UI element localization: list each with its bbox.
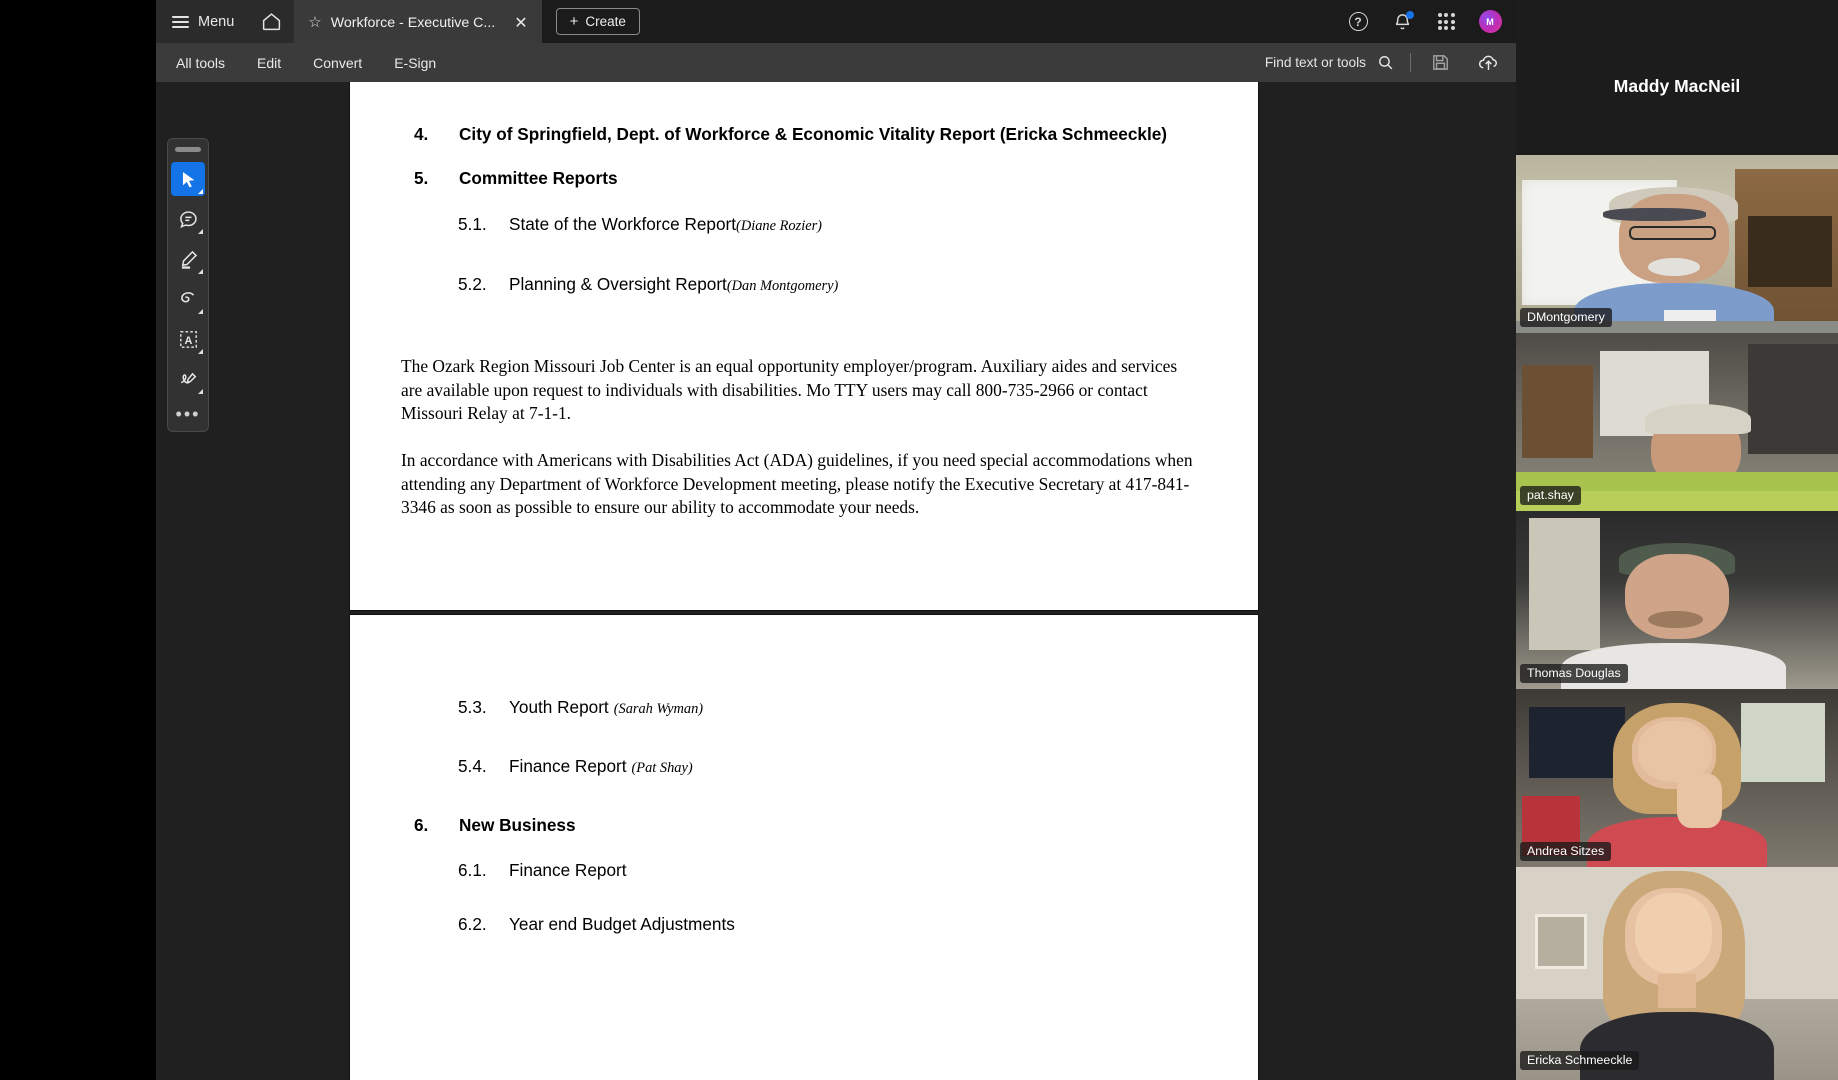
chevron-down-icon	[198, 189, 203, 194]
app-grid-icon	[1438, 13, 1455, 30]
agenda-text: State of the Workforce Report	[509, 214, 737, 234]
find-text-or-tools-button[interactable]	[1265, 54, 1410, 71]
draw-tool-button[interactable]	[171, 282, 205, 316]
annotation-tool-palette[interactable]	[167, 138, 209, 432]
video-feed	[1516, 511, 1838, 689]
chevron-down-icon	[198, 309, 203, 314]
profile-button[interactable]	[1478, 10, 1502, 34]
avatar: M	[1479, 10, 1502, 33]
tab-bar-right	[1346, 0, 1502, 43]
participant-name-label: DMontgomery	[1520, 308, 1612, 327]
fill-and-sign-icon	[177, 369, 199, 390]
comment-bubble-icon	[178, 209, 199, 230]
agenda-item-6	[414, 815, 1258, 836]
save-icon	[1431, 53, 1450, 72]
agenda-text: Youth Report	[509, 697, 609, 717]
help-button[interactable]	[1346, 10, 1370, 34]
agenda-number: 5.1.	[458, 214, 487, 234]
agenda-item-5	[414, 168, 1258, 189]
agenda-text: City of Springfield, Dept. of Workforce & Economic Vitality Report (Ericka Schmeeckle)	[459, 124, 1168, 144]
hamburger-icon	[172, 16, 189, 28]
cloud-upload-icon	[1477, 52, 1500, 73]
participant-name-label: Ericka Schmeeckle	[1520, 1051, 1639, 1070]
tool-strip-right	[1265, 43, 1501, 82]
search-icon	[1377, 54, 1394, 71]
palette-drag-handle[interactable]	[175, 147, 201, 152]
home-button[interactable]	[248, 0, 294, 43]
video-feed	[1516, 689, 1838, 867]
video-tile-pat-shay[interactable]	[1516, 333, 1838, 511]
agenda-number: 5.3.	[458, 697, 487, 717]
page-2-content	[350, 697, 1258, 935]
sign-tool-button[interactable]	[171, 362, 205, 396]
agenda-presenter: (Sarah Wyman)	[613, 701, 704, 717]
plus-icon: +	[569, 13, 579, 30]
ada-equal-opportunity-paragraph: The Ozark Region Missouri Job Center is an equal opportunity employer/program. Auxiliary aides and services are available upon request to individuals with disabilities. Mo TTY users may call 800-735-2966 or contact Missouri Relay at 7-1-1.	[401, 356, 1178, 424]
chevron-down-icon	[198, 229, 203, 234]
find-label: Find text or tools	[1264, 55, 1366, 70]
close-icon[interactable]: ✕	[514, 14, 528, 32]
agenda-item-5-4	[458, 756, 1258, 777]
video-tile-ericka-schmeeckle[interactable]	[1516, 867, 1838, 1080]
tab-e-sign[interactable]: E-Sign	[394, 54, 437, 71]
agenda-text: Finance Report	[509, 756, 627, 776]
select-tool-button[interactable]	[171, 162, 205, 196]
chevron-down-icon	[198, 269, 203, 274]
agenda-text: New Business	[459, 815, 576, 835]
chevron-down-icon	[198, 389, 203, 394]
save-button[interactable]	[1427, 50, 1453, 76]
tab-bar	[156, 0, 1516, 43]
app-switcher-button[interactable]	[1434, 10, 1458, 34]
agenda-item-4	[414, 124, 1258, 145]
svg-text:A: A	[184, 334, 192, 347]
active-speaker-name: Maddy MacNeil	[1613, 76, 1741, 96]
agenda-text: Finance Report	[509, 860, 627, 880]
agenda-presenter: (Pat Shay)	[631, 760, 693, 776]
add-text-box-icon	[178, 329, 199, 350]
more-tools-button[interactable]: •••	[175, 404, 201, 424]
video-conference-panel	[1516, 0, 1838, 1080]
video-tile-andrea-sitzes[interactable]	[1516, 689, 1838, 867]
document-tab-title: Workforce - Executive C...	[330, 14, 496, 31]
agenda-number: 4.	[414, 124, 429, 144]
notifications-button[interactable]	[1390, 10, 1414, 34]
menu-button[interactable]	[156, 0, 248, 43]
agenda-item-6-1	[458, 860, 1258, 881]
chevron-down-icon	[198, 349, 203, 354]
menu-label: Menu	[198, 13, 235, 30]
acrobat-window	[156, 0, 1516, 1080]
video-feed	[1516, 333, 1838, 511]
agenda-item-5-3	[458, 697, 1258, 718]
agenda-text: Year end Budget Adjustments	[509, 914, 735, 934]
agenda-number: 5.4.	[458, 756, 487, 776]
agenda-number: 6.2.	[458, 914, 487, 934]
create-button[interactable]	[556, 8, 640, 35]
agenda-number: 5.	[414, 168, 429, 188]
video-tile-dmontgomery[interactable]	[1516, 155, 1838, 333]
pdf-page-1	[350, 82, 1258, 610]
video-feed	[1516, 155, 1838, 333]
agenda-number: 6.1.	[458, 860, 487, 880]
star-icon[interactable]: ☆	[308, 14, 322, 31]
agenda-item-5-2	[458, 274, 1258, 295]
agenda-text: Planning & Oversight Report	[509, 274, 727, 294]
tab-edit[interactable]: Edit	[257, 54, 282, 71]
tab-bar-left	[156, 0, 640, 43]
agenda-number: 5.2.	[458, 274, 487, 294]
cursor-arrow-icon	[179, 170, 198, 189]
cloud-upload-button[interactable]	[1475, 50, 1501, 76]
agenda-presenter: (Dan Montgomery)	[726, 278, 839, 294]
document-tab[interactable]	[294, 0, 541, 43]
help-icon: ?	[1349, 12, 1368, 31]
agenda-item-5-1	[458, 214, 1258, 235]
document-viewer[interactable]	[156, 82, 1516, 1080]
tab-all-tools[interactable]: All tools	[176, 54, 226, 71]
ada-accommodations-paragraph: In accordance with Americans with Disabilities Act (ADA) guidelines, if you need special accommodations when attending any Department of Workforce Development meeting, please notify the Executive Secretary at 417-841-3346 as soon as possible to ensure our ability to accommodate your needs.	[401, 450, 1193, 518]
pdf-page-2	[350, 615, 1258, 1080]
video-tile-thomas-douglas[interactable]	[1516, 511, 1838, 689]
tool-strip	[156, 43, 1516, 82]
create-label: Create	[585, 14, 626, 29]
agenda-number: 6.	[414, 815, 429, 835]
participant-name-label: pat.shay	[1520, 486, 1581, 505]
divider	[1410, 53, 1411, 72]
comment-tool-button[interactable]	[171, 202, 205, 236]
participant-name-label: Thomas Douglas	[1520, 664, 1628, 683]
agenda-item-6-2	[458, 914, 1258, 935]
text-box-tool-button[interactable]	[171, 322, 205, 356]
highlight-tool-button[interactable]	[171, 242, 205, 276]
tab-convert[interactable]: Convert	[313, 54, 363, 71]
video-feed	[1516, 867, 1838, 1080]
notification-badge	[1406, 11, 1414, 19]
page-1-content	[350, 124, 1258, 520]
home-icon	[261, 11, 282, 32]
freehand-squiggle-icon	[177, 289, 199, 309]
agenda-text: Committee Reports	[459, 168, 618, 188]
highlighter-pen-icon	[178, 249, 199, 270]
participant-name-label: Andrea Sitzes	[1520, 842, 1611, 861]
agenda-presenter: (Diane Rozier)	[736, 218, 822, 234]
